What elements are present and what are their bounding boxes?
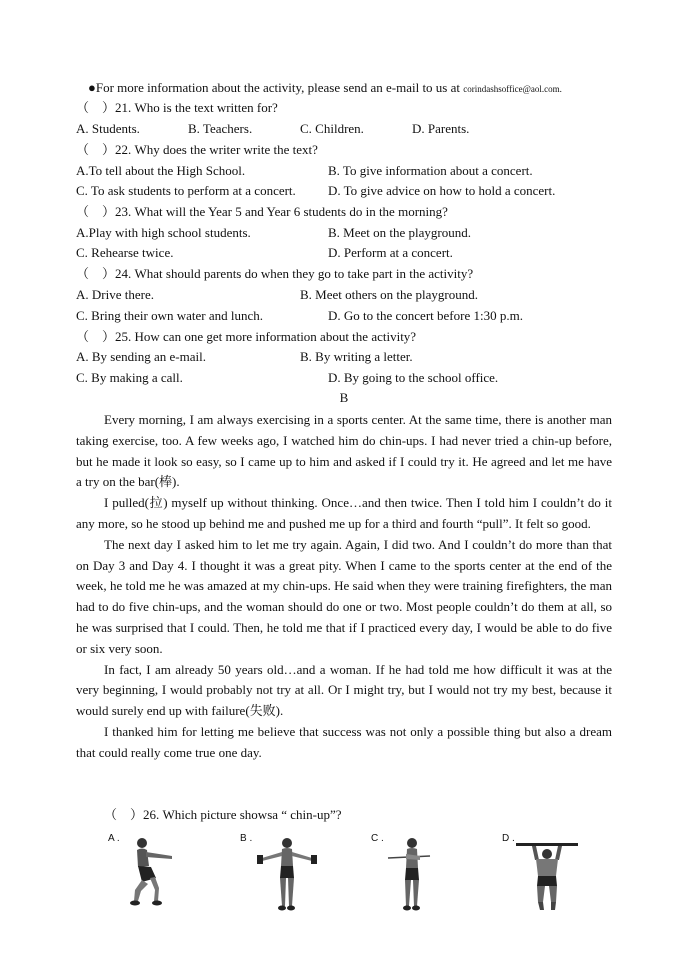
question-23-stem: （ ）23. What will the Year 5 and Year 6 students do in the morning? <box>76 204 448 219</box>
question-22-stem: （ ）22. Why does the writer write the text? <box>76 142 318 157</box>
squat-figure-image <box>122 834 180 908</box>
passage-paragraph: I pulled(拉) myself up without thinking. Once…and then twice. Then I told him I couldn’t do it any more, so he stood up behind me and pushed me up for a third and fourth “pull”. It felt so good. <box>76 495 613 531</box>
question-21-stem: （ ）21. Who is the text written for? <box>76 100 278 115</box>
question-26-stem: （ ）26. Which picture showsa “ chin-up”? <box>104 807 342 822</box>
q24-option-c: C. Bring their own water and lunch. <box>76 308 264 323</box>
info-text: ●For more information about the activity, please send an e-mail to us at <box>88 80 460 95</box>
q21-option-a: A. Students. <box>76 121 140 136</box>
q22-option-c: C. To ask students to perform at a concert. <box>76 183 296 198</box>
q21-option-d: D. Parents. <box>412 121 470 136</box>
passage-paragraph: The next day I asked him to let me try again. Again, I did two. And I couldn’t do more than that on Day 3 and Day 4. I thought it was a great pity. When I came to the sports center at the end of the week, he told me he was amazed at my chin-ups. He said when they were training firefighters, the man had to do five chin-ups, and the woman should do one or two. Most people couldn’t do them at all, so he was surprised that I could. Then, he told me that if I practiced every day, I would be able to do five or six very soon. <box>76 536 612 656</box>
q21-option-c: C. Children. <box>300 121 364 136</box>
reading-passage <box>76 410 612 764</box>
passage-paragraph: Every morning, I am always exercising in a sports center. At the same time, there is another man taking exercise, too. A few weeks ago, I watched him do chin-ups. I had never tried a chin-up before, but he made it look so easy, so I came up to him and asked if I could try it. He agreed and let me have a try on the bar(棒). <box>76 412 612 490</box>
q22-option-a: A.To tell about the High School. <box>76 163 246 178</box>
q21-option-b: B. Teachers. <box>188 121 253 136</box>
dumbbell-figure-image <box>252 834 322 914</box>
q22-option-b: B. To give information about a concert. <box>328 163 533 178</box>
q23-option-b: B. Meet on the playground. <box>328 225 471 240</box>
q24-option-a: A. Drive there. <box>76 287 154 302</box>
email-address: corindashsoffice@aol.com. <box>463 84 562 94</box>
picture-label-d: D . <box>502 833 515 844</box>
chin-up-figure-image <box>514 840 580 914</box>
passage-paragraph: In fact, I am already 50 years old…and a woman. If he had told me how difficult it was at the very beginning, I would probably not try at all. Or I might try, but I would not try my best, because it would surely end up with failure(失败). <box>76 661 612 719</box>
passage-paragraph: I thanked him for letting me believe that success was not only a possible thing but also a dream that could really come true one day. <box>76 723 612 760</box>
picture-label-a: A . <box>108 833 120 844</box>
q25-option-a: A. By sending an e-mail. <box>76 349 206 364</box>
q24-option-b: B. Meet others on the playground. <box>300 287 478 302</box>
q23-option-d: D. Perform at a concert. <box>328 245 453 260</box>
picture-label-c: C . <box>371 833 384 844</box>
q23-option-c: C. Rehearse twice. <box>76 245 174 260</box>
q25-option-b: B. By writing a letter. <box>300 349 413 364</box>
chest-press-figure-image <box>384 834 438 914</box>
picture-label-b: B . <box>240 833 253 844</box>
q25-option-d: D. By going to the school office. <box>328 370 499 385</box>
question-25-stem: （ ）25. How can one get more information about the activity? <box>76 329 417 344</box>
q24-option-d: D. Go to the concert before 1:30 p.m. <box>328 308 523 323</box>
q23-option-a: A.Play with high school students. <box>76 225 251 240</box>
section-heading: B <box>339 390 349 405</box>
question-24-stem: （ ）24. What should parents do when they go to take part in the activity? <box>76 266 474 281</box>
info-line <box>88 78 562 99</box>
q25-option-c: C. By making a call. <box>76 370 183 385</box>
q22-option-d: D. To give advice on how to hold a concert. <box>328 183 556 198</box>
